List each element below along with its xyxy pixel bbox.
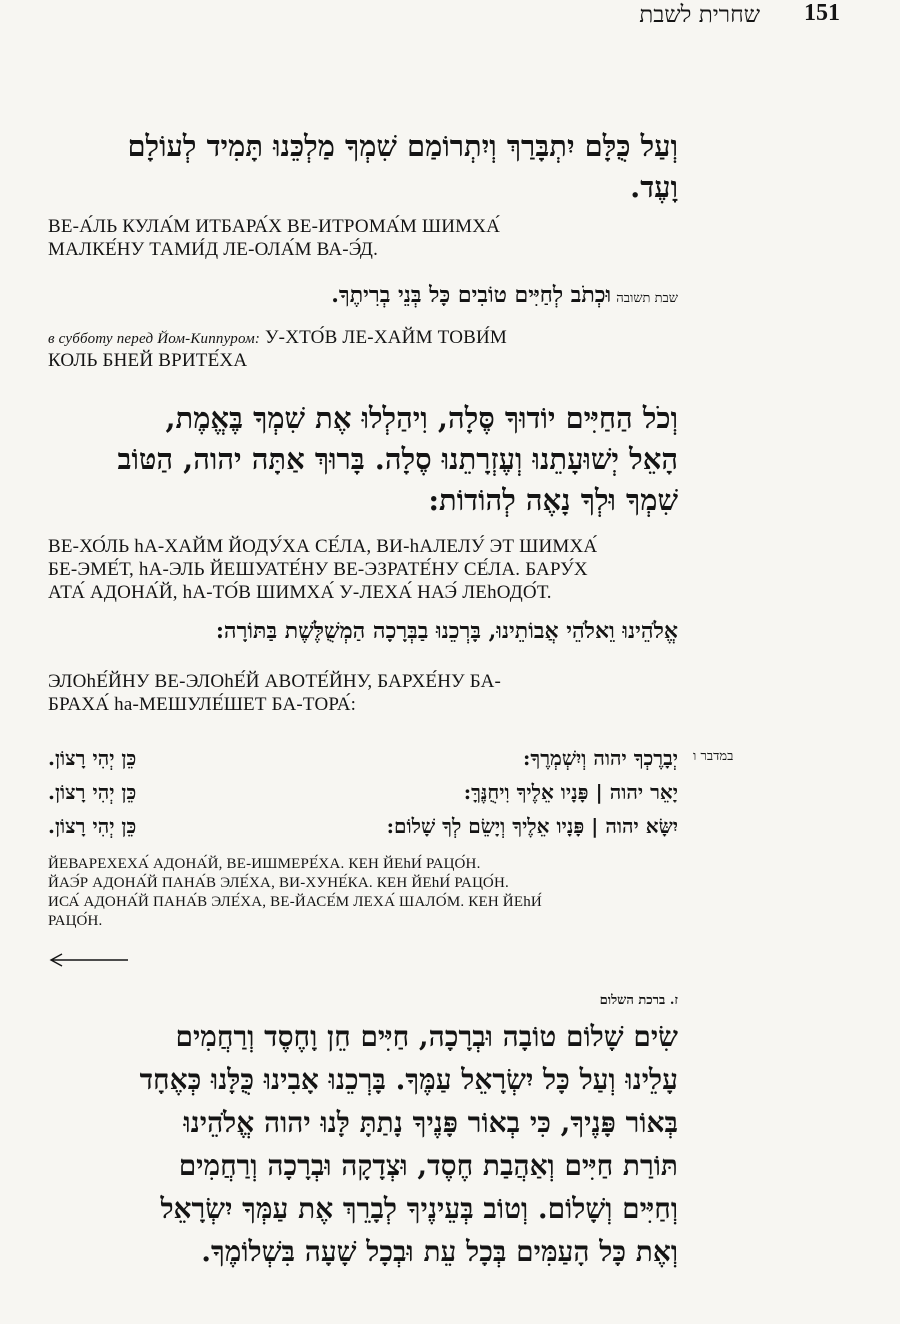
russian-line xyxy=(48,326,678,349)
hebrew-line: וְאֶת כָּל הָעַמִּים בְּכָל עֵת וּבְכָל שָׁעָה בִּשְׁלוֹמֶךָ. xyxy=(201,1235,678,1268)
blessing-row xyxy=(48,814,678,846)
hebrew-line: הָאֵל יְשׁוּעָתֵנוּ וְעֶזְרָתֵנוּ סֶלָה. בָּרוּךְ אַתָּה יהוה, הַטּוֹב xyxy=(117,442,678,476)
shabbat-teshuvah-insert xyxy=(48,282,678,308)
hebrew-paragraph-4: אֱלֹהֵינוּ וֵאלֹהֵי אֲבוֹתֵינוּ, בָּרְכֵנוּ בַבְּרָכָה הַמְשֻׁלֶּשֶׁת בַּתּוֹרָה: xyxy=(215,618,678,644)
russian-paragraph-1 xyxy=(48,215,678,261)
page-number: 151 xyxy=(804,0,840,26)
shabbat-teshuvah-text: וּכְתֹב לְחַיִּים טוֹבִים כָּל בְּנֵי בְרִיתֶךָ. xyxy=(331,282,612,308)
hebrew-line: וָעֶד. xyxy=(630,170,678,204)
hebrew-line: שִׁמְךָ וּלְךָ נָאֶה לְהוֹדוֹת: xyxy=(428,483,678,517)
russian-line: ЙАЭ́Р АДОНА́Й ПАНА́В ЭЛЕ́ХА, ВИ-ХУНЕ́КА. КЕН ЙЕhИ́ РАЦО́Н. xyxy=(48,875,509,891)
blessing-response: כֵּן יְהִי רָצוֹן. xyxy=(48,780,137,804)
russian-blessing-transliteration xyxy=(48,855,678,931)
russian-line: АТА́ АДОНА́Й, hА-ТО́В ШИМХА́ У-ЛЕХА́ НАЭ́ ЛЕhОДО́Т. xyxy=(48,582,552,603)
russian-line: ИСА́ АДОНА́Й ПАНА́В ЭЛЕ́ХА, ВЕ-ЙАСЕ́М ЛЕХА́ ШАЛО́М. КЕН ЙЕhИ́ xyxy=(48,894,542,910)
hebrew-paragraph-1 xyxy=(48,126,678,208)
hebrew-line: שִׂים שָׁלוֹם טוֹבָה וּבְרָכָה, חַיִּים חֵן וָחֶסֶד וְרַחֲמִים xyxy=(175,1020,678,1053)
russian-paragraph-2 xyxy=(48,326,678,372)
continue-arrow-icon xyxy=(48,953,130,967)
yom-kippur-note: в субботу перед Йом-Киппуром: xyxy=(48,331,261,347)
russian-line: ЙЕВАРЕХЕХА́ АДОНА́Й, ВЕ-ИШМЕРЕ́ХА. КЕН ЙЕhИ́ РАЦО́Н. xyxy=(48,856,481,872)
hebrew-paragraph-final xyxy=(48,1015,678,1273)
blessing-response: כֵּן יְהִי רָצוֹן. xyxy=(48,746,137,770)
russian-line: ВЕ-А́ЛЬ КУЛА́М ИТБАРА́Х ВЕ-ИТРОМА́М ШИМХА́ xyxy=(48,216,501,237)
russian-line: ВЕ-ХО́ЛЬ hА-ХАЙМ ЙОДУ́ХА СЕ́ЛА, ВИ-hАЛЕЛУ́ ЭТ ШИМХА́ xyxy=(48,536,598,557)
blessing-row xyxy=(48,746,678,778)
hebrew-line: עָלֵינוּ וְעַל כָּל יִשְׂרָאֵל עַמֶּךָ. בָּרְכֵנוּ אָבִינוּ כֻּלָּנוּ כְּאֶחָד xyxy=(139,1063,678,1096)
blessing-verse: יְבָרֶכְךָ יהוה וְיִשְׁמְרֶךָ: xyxy=(522,746,678,770)
hebrew-line: וְעַל כֻּלָּם יִתְבָּרַךְ וְיִתְרוֹמַם שִׁמְךָ מַלְכֵּנוּ תָּמִיד לְעוֹלָם xyxy=(127,129,678,163)
running-title: שחרית לשבת xyxy=(639,2,760,28)
hebrew-line: וְחַיִּים וְשָׁלוֹם. וְטוֹב בְּעֵינֶיךָ לְבָרֵךְ אֶת עַמְּךָ יִשְׂרָאֵל xyxy=(160,1192,678,1225)
page-header xyxy=(570,0,840,34)
russian-line: КОЛЬ БНЕЙ ВРИТЕ́ХА xyxy=(48,350,248,371)
blessing-verse: יִשָּׂא יהוה | פָּנָיו אֵלֶיךָ וְיָשֵׂם לְךָ שָׁלוֹם: xyxy=(386,814,678,838)
hebrew-line: בְּאוֹר פָּנֶיךָ, כִּי בְאוֹר פָּנֶיךָ נָתַתָּ לָּנוּ יהוה אֱלֹהֵינוּ xyxy=(183,1106,678,1139)
hebrew-line: וְכֹל הַחַיִּים יוֹדוּךָ סֶּלָה, וִיהַלְלוּ אֶת שִׁמְךָ בֶּאֱמֶת, xyxy=(165,401,678,435)
russian-line: БРАХА́ hа-МЕШУЛЕ́ШЕТ БА-ТОРА́: xyxy=(48,694,357,715)
shabbat-teshuvah-note: שבת תשובה xyxy=(616,291,678,306)
blessing-verse: יָאֵר יהוה | פָּנָיו אֵלֶיךָ וִיחֻנֶּךָּ: xyxy=(463,780,678,804)
russian-line-text: У-ХТО́В ЛЕ-ХАЙМ ТОВИ́М xyxy=(265,327,508,348)
russian-paragraph-4 xyxy=(48,670,678,716)
russian-line: ЭЛОhЕ́ЙНУ ВЕ-ЭЛОhЕ́Й АВОТЕ́ЙНУ, БАРХЕ́НУ БА- xyxy=(48,671,502,692)
section-label: ז. ברכת השלום xyxy=(599,993,678,1008)
russian-line: БЕ-ЭМЕ́Т, hА-ЭЛЬ ЙЕШУАТЕ́НУ ВЕ-ЭЗРАТЕ́НУ СЕ́ЛА. БАРУ́Х xyxy=(48,559,588,580)
russian-line: МАЛКЕ́НУ ТАМИ́Д ЛЕ-ОЛА́М ВА-Э́Д. xyxy=(48,239,379,260)
numbers-6-reference: במדבר ו xyxy=(693,749,734,764)
hebrew-line: תּוֹרַת חַיִּים וְאַהֲבַת חֶסֶד, וּצְדָקָה וּבְרָכָה וְרַחֲמִים xyxy=(178,1149,678,1182)
blessing-row xyxy=(48,780,678,812)
russian-paragraph-3 xyxy=(48,535,678,604)
russian-line: РАЦО́Н. xyxy=(48,913,103,929)
hebrew-paragraph-3 xyxy=(48,398,678,521)
blessing-response: כֵּן יְהִי רָצוֹן. xyxy=(48,814,137,838)
